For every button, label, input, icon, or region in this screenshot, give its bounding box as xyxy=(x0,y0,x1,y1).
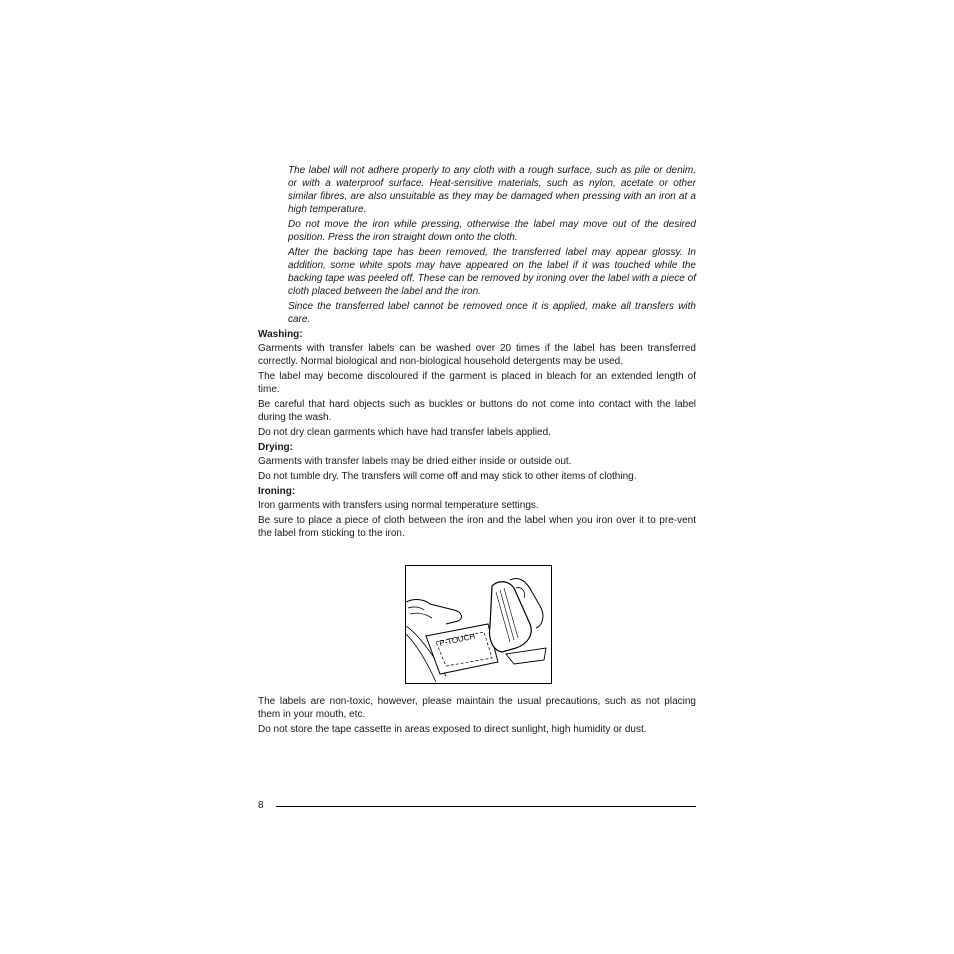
page-number: 8 xyxy=(258,800,264,811)
ironing-drawing xyxy=(406,566,551,683)
washing-para: Garments with transfer labels can be washed over 20 times if the label has been transferred correctly. Normal biological and non-biological household detergents may be used. xyxy=(258,343,696,367)
drying-para: Garments with transfer labels may be dried either inside or outside out. xyxy=(258,456,572,467)
note-do-not-move-iron: Do not move the iron while pressing, otherwise the label may move out of the desired position. Press the iron straight down onto the cloth. xyxy=(288,219,696,243)
note-glossy-label: After the backing tape has been removed, the transferred label may appear glossy. In addition, some white spots may have appeared on the label if it was touched while the backing tape was peeled off. These can be removed by ironing over the label with a piece of cloth placed between the label and the iron. xyxy=(288,247,696,297)
pressing-cloth xyxy=(506,648,546,664)
note-rough-surface: The label will not adhere properly to any cloth with a rough surface, such as pile or denim, or with a waterproof surface. Heat-sensitive materials, such as nylon, acetate or other similar fibres, are also unsuitable as they may be damaged when pressing with an iron at a high temperature. xyxy=(288,165,696,215)
left-hand-finger xyxy=(408,607,424,610)
drying-heading: Drying: xyxy=(258,442,293,453)
washing-para: The label may become discoloured if the garment is placed in bleach for an extended length of time. xyxy=(258,371,696,395)
washing-heading: Washing: xyxy=(258,329,303,340)
drying-para: Do not tumble dry. The transfers will come off and may stick to other items of clothing. xyxy=(258,471,637,482)
note-transfer-care: Since the transferred label cannot be removed once it is applied, make all transfers with care. xyxy=(288,301,696,325)
label-text: P-TOUCH xyxy=(438,631,476,648)
footer-rule xyxy=(276,806,696,807)
closing-para: Do not store the tape cassette in areas exposed to direct sunlight, high humidity or dust. xyxy=(258,724,647,735)
closing-notes xyxy=(258,695,696,738)
ironing-para: Iron garments with transfers using normal temperature settings. xyxy=(258,500,539,511)
iron-body xyxy=(490,582,532,652)
ironing-para: Be sure to place a piece of cloth between the iron and the label when you iron over it to pre-vent the label from sticking to the iron. xyxy=(258,515,696,539)
washing-para: Do not dry clean garments which have had transfer labels applied. xyxy=(258,427,551,438)
ironing-heading: Ironing: xyxy=(258,486,296,497)
transfer-label-sheet xyxy=(426,624,498,674)
left-hand-outline xyxy=(406,600,461,624)
washing-para: Be careful that hard objects such as buckles or buttons do not come into contact with the label during the wash. xyxy=(258,399,696,423)
main-content xyxy=(258,164,696,542)
closing-para: The labels are non-toxic, however, please maintain the usual precautions, such as not placing them in your mouth, etc. xyxy=(258,696,696,720)
ironing-illustration xyxy=(405,565,552,684)
left-hand-finger xyxy=(410,613,432,618)
